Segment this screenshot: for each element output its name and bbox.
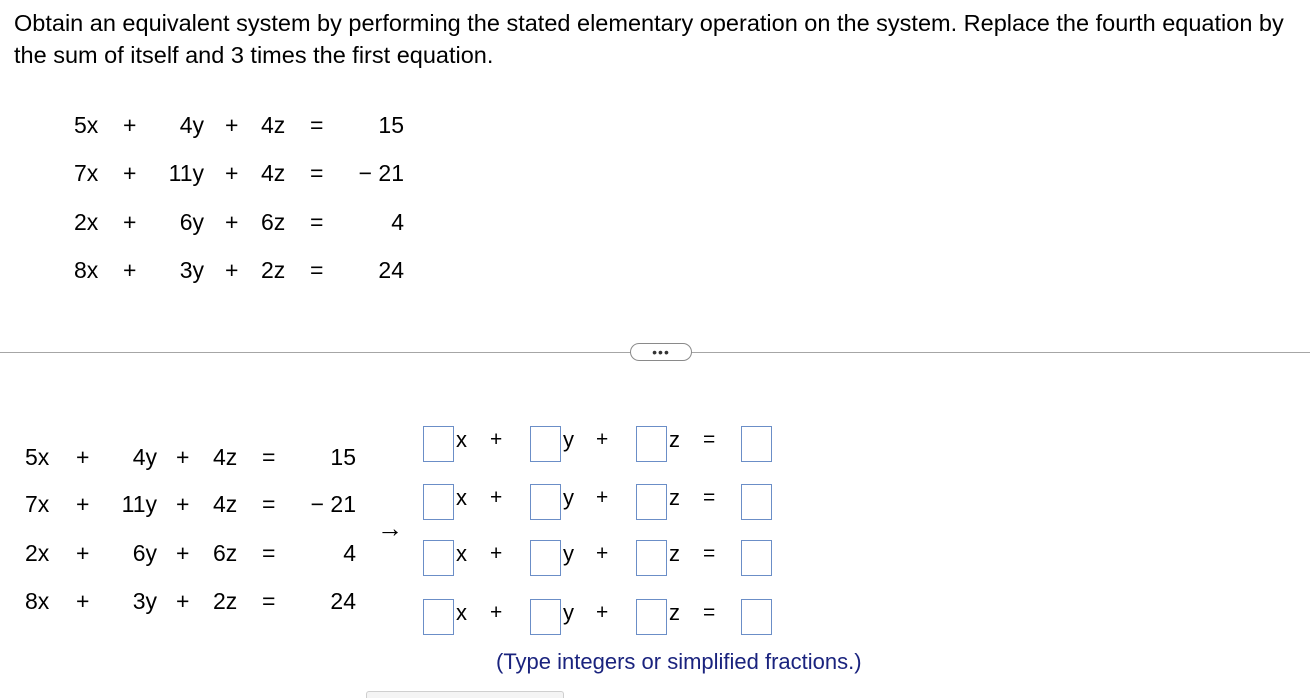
- plus-sign: +: [490, 542, 503, 565]
- equals-sign: =: [262, 491, 276, 517]
- equals-sign: =: [703, 428, 716, 451]
- plus-sign: +: [123, 209, 137, 235]
- z-coefficient-input[interactable]: [636, 484, 667, 520]
- rhs-input[interactable]: [741, 426, 772, 462]
- rhs-value: 15: [378, 112, 404, 138]
- y-term: 6y: [179, 209, 204, 235]
- equals-sign: =: [262, 540, 276, 566]
- plus-sign: +: [225, 209, 239, 235]
- plus-sign: +: [225, 160, 239, 186]
- x-label: x: [456, 485, 467, 510]
- z-coefficient-input[interactable]: [636, 599, 667, 635]
- y-label: y: [563, 600, 574, 625]
- rhs-value: 15: [330, 444, 356, 470]
- answer-equation-2: [0, 484, 1310, 520]
- answer-format-hint: (Type integers or simplified fractions.): [496, 649, 862, 674]
- equals-sign: =: [310, 257, 324, 283]
- y-term: 11y: [168, 160, 204, 186]
- z-coefficient-input[interactable]: [636, 540, 667, 576]
- question-prompt: Obtain an equivalent system by performing the stated elementary operation on the system. Replace the fourth equation by the sum of itself and 3 times the first equation.: [14, 10, 1284, 68]
- equals-sign: =: [262, 588, 276, 614]
- z-term: 6z: [261, 209, 286, 235]
- y-label: y: [563, 541, 574, 566]
- x-term: 8x: [74, 257, 99, 283]
- x-term: 7x: [74, 160, 99, 186]
- answer-equation-3: [0, 540, 1310, 576]
- z-label: z: [669, 541, 680, 566]
- z-label: z: [669, 485, 680, 510]
- rhs-value: 24: [330, 588, 356, 614]
- answer-equation-1: [0, 426, 1310, 462]
- plus-sign: +: [490, 601, 503, 624]
- x-term: 5x: [74, 112, 99, 138]
- x-coefficient-input[interactable]: [423, 426, 454, 462]
- plus-sign: +: [596, 428, 609, 451]
- y-term: 4y: [132, 444, 157, 470]
- bottom-panel-tab[interactable]: [366, 691, 564, 698]
- x-coefficient-input[interactable]: [423, 484, 454, 520]
- plus-sign: +: [76, 444, 90, 470]
- x-term: 8x: [25, 588, 50, 614]
- x-coefficient-input[interactable]: [423, 599, 454, 635]
- z-term: 2z: [213, 588, 238, 614]
- x-term: 7x: [25, 491, 50, 517]
- equals-sign: =: [310, 160, 324, 186]
- rhs-input[interactable]: [741, 599, 772, 635]
- z-term: 4z: [261, 160, 286, 186]
- z-term: 4z: [261, 112, 286, 138]
- equals-sign: =: [703, 601, 716, 624]
- plus-sign: +: [176, 444, 190, 470]
- plus-sign: +: [490, 428, 503, 451]
- plus-sign: +: [225, 257, 239, 283]
- equals-sign: =: [310, 112, 324, 138]
- z-label: z: [669, 600, 680, 625]
- rhs-value: − 21: [358, 160, 404, 186]
- answer-equation-4: [0, 599, 1310, 635]
- rhs-value: 4: [343, 540, 356, 566]
- plus-sign: +: [76, 540, 90, 566]
- plus-sign: +: [596, 601, 609, 624]
- y-term: 4y: [179, 112, 204, 138]
- plus-sign: +: [176, 540, 190, 566]
- rhs-input[interactable]: [741, 484, 772, 520]
- y-label: y: [563, 427, 574, 452]
- equals-sign: =: [262, 444, 276, 470]
- rhs-value: − 21: [310, 491, 356, 517]
- x-label: x: [456, 600, 467, 625]
- plus-sign: +: [176, 588, 190, 614]
- x-coefficient-input[interactable]: [423, 540, 454, 576]
- plus-sign: +: [225, 112, 239, 138]
- y-label: y: [563, 485, 574, 510]
- rhs-input[interactable]: [741, 540, 772, 576]
- plus-sign: +: [76, 491, 90, 517]
- rhs-value: 24: [378, 257, 404, 283]
- z-term: 2z: [261, 257, 286, 283]
- plus-sign: +: [490, 486, 503, 509]
- z-term: 4z: [213, 491, 238, 517]
- y-term: 3y: [179, 257, 204, 283]
- y-term: 11y: [121, 491, 157, 517]
- plus-sign: +: [123, 160, 137, 186]
- rhs-value: 4: [391, 209, 404, 235]
- transform-arrow-icon: →: [377, 513, 403, 543]
- y-coefficient-input[interactable]: [530, 599, 561, 635]
- z-coefficient-input[interactable]: [636, 426, 667, 462]
- y-coefficient-input[interactable]: [530, 484, 561, 520]
- z-term: 6z: [213, 540, 238, 566]
- x-term: 2x: [25, 540, 50, 566]
- equals-sign: =: [703, 542, 716, 565]
- y-coefficient-input[interactable]: [530, 540, 561, 576]
- plus-sign: +: [596, 542, 609, 565]
- y-term: 3y: [132, 588, 157, 614]
- plus-sign: +: [76, 588, 90, 614]
- equals-sign: =: [703, 486, 716, 509]
- x-label: x: [456, 541, 467, 566]
- z-label: z: [669, 427, 680, 452]
- z-term: 4z: [213, 444, 238, 470]
- x-term: 5x: [25, 444, 50, 470]
- plus-sign: +: [176, 491, 190, 517]
- plus-sign: +: [123, 257, 137, 283]
- equals-sign: =: [310, 209, 324, 235]
- y-coefficient-input[interactable]: [530, 426, 561, 462]
- x-term: 2x: [74, 209, 99, 235]
- plus-sign: +: [123, 112, 137, 138]
- expand-more-button[interactable]: •••: [630, 343, 692, 361]
- plus-sign: +: [596, 486, 609, 509]
- x-label: x: [456, 427, 467, 452]
- y-term: 6y: [132, 540, 157, 566]
